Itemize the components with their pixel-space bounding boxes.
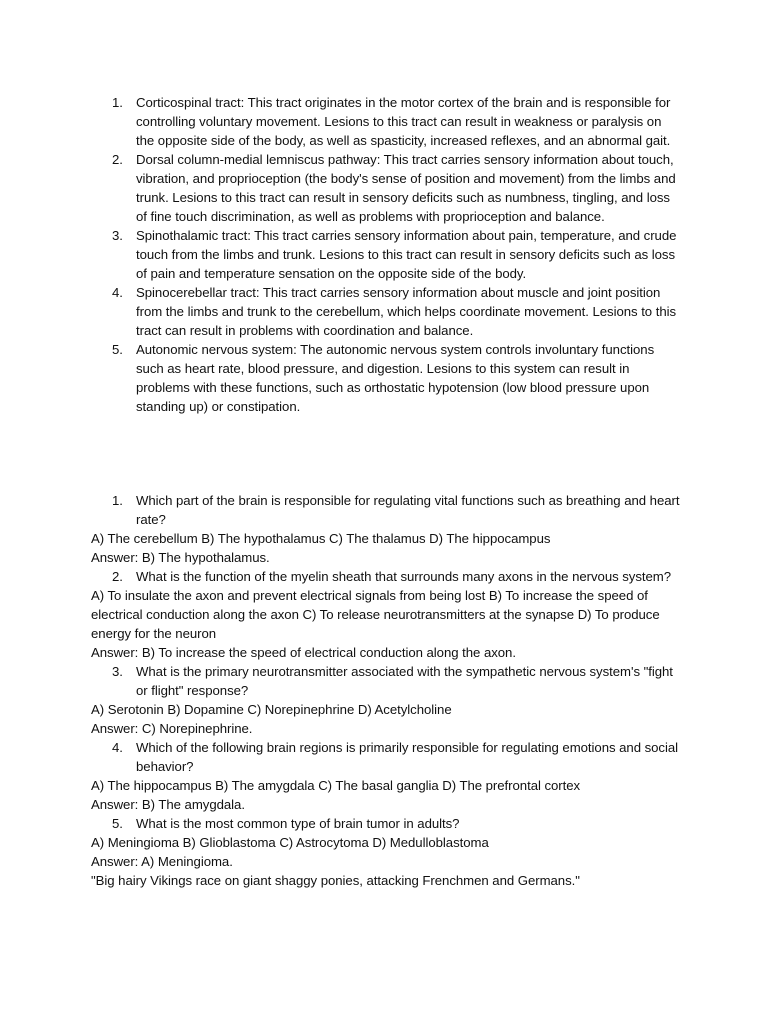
answer-options-1: A) The cerebellum B) The hypothalamus C) The thalamus D) The hippocampus (91, 531, 551, 546)
answer-3: Answer: C) Norepinephrine. (91, 721, 253, 736)
question-number: 4. (112, 740, 123, 755)
question-2 (0, 567, 681, 586)
answer-2: Answer: B) To increase the speed of electrical conduction along the axon. (91, 645, 516, 660)
answer-options-4: A) The hippocampus B) The amygdala C) The basal ganglia D) The prefrontal cortex (91, 778, 581, 793)
mnemonic: "Big hairy Vikings race on giant shaggy ponies, attacking Frenchmen and Germans." (91, 873, 580, 888)
list-number: 1. (112, 95, 123, 110)
tract-text: Spinocerebellar tract: This tract carries sensory information about muscle and joint position from the limbs and trunk to the cerebellum, which helps coordinate movement. Lesions to this tract can result in problems with coordination and balance. (136, 285, 677, 338)
answer-options-5: A) Meningioma B) Glioblastoma C) Astrocytoma D) Medulloblastoma (91, 835, 489, 850)
question-4 (0, 738, 681, 776)
question-number: 3. (112, 664, 123, 679)
tract-text: Dorsal column-medial lemniscus pathway: This tract carries sensory information about touch, vibration, and proprioception (the body's sense of position and movement) from the limbs and trunk. Lesions to this tract can result in sensory deficits such as numbness, tingling, and loss of fine touch discrimination, as well as problems with proprioception and balance. (136, 152, 676, 224)
list-number: 4. (112, 285, 123, 300)
list-item-tract-5 (0, 340, 681, 416)
question-5 (0, 814, 681, 833)
answer-1: Answer: B) The hypothalamus. (91, 550, 270, 565)
quiz-section (0, 491, 768, 890)
question-text: Which part of the brain is responsible for regulating vital functions such as breathing and heart rate? (136, 493, 680, 527)
answer-5: Answer: A) Meningioma. (91, 854, 233, 869)
question-number: 1. (112, 493, 123, 508)
answer-options-2: A) To insulate the axon and prevent electrical signals from being lost B) To increase the speed of electrical conduction along the axon C) To release neurotransmitters at the synapse D) To produce energy for the neuron (91, 588, 660, 641)
list-item-tract-1 (0, 93, 681, 150)
question-text: What is the primary neurotransmitter associated with the sympathetic nervous system's "fight or flight" response? (136, 664, 673, 698)
question-1 (0, 491, 681, 529)
question-text: What is the function of the myelin sheath that surrounds many axons in the nervous system? (136, 569, 672, 584)
tract-text: Corticospinal tract: This tract originates in the motor cortex of the brain and is responsible for controlling voluntary movement. Lesions to this tract can result in weakness or paralysis on the opposite side of the body, as well as spasticity, increased reflexes, and an abnormal gait. (136, 95, 671, 148)
question-text: Which of the following brain regions is primarily responsible for regulating emotions and social behavior? (136, 740, 679, 774)
question-3 (0, 662, 681, 700)
question-number: 2. (112, 569, 123, 584)
tract-list (0, 93, 768, 416)
list-number: 5. (112, 342, 123, 357)
question-number: 5. (112, 816, 123, 831)
list-item-tract-4 (0, 283, 681, 340)
list-number: 2. (112, 152, 123, 167)
list-number: 3. (112, 228, 123, 243)
tract-text: Spinothalamic tract: This tract carries sensory information about pain, temperature, and crude touch from the limbs and trunk. Lesions to this tract can result in sensory deficits such as loss of pain and temperature sensation on the opposite side of the body. (136, 228, 677, 281)
tract-text: Autonomic nervous system: The autonomic nervous system controls involuntary functions such as heart rate, blood pressure, and digestion. Lesions to this system can result in problems with these functions, such as orthostatic hypotension (low blood pressure upon standing up) or constipation. (136, 342, 655, 414)
answer-options-3: A) Serotonin B) Dopamine C) Norepinephrine D) Acetylcholine (91, 702, 452, 717)
list-item-tract-2 (0, 150, 681, 226)
question-text: What is the most common type of brain tumor in adults? (136, 816, 460, 831)
answer-4: Answer: B) The amygdala. (91, 797, 245, 812)
list-item-tract-3 (0, 226, 681, 283)
